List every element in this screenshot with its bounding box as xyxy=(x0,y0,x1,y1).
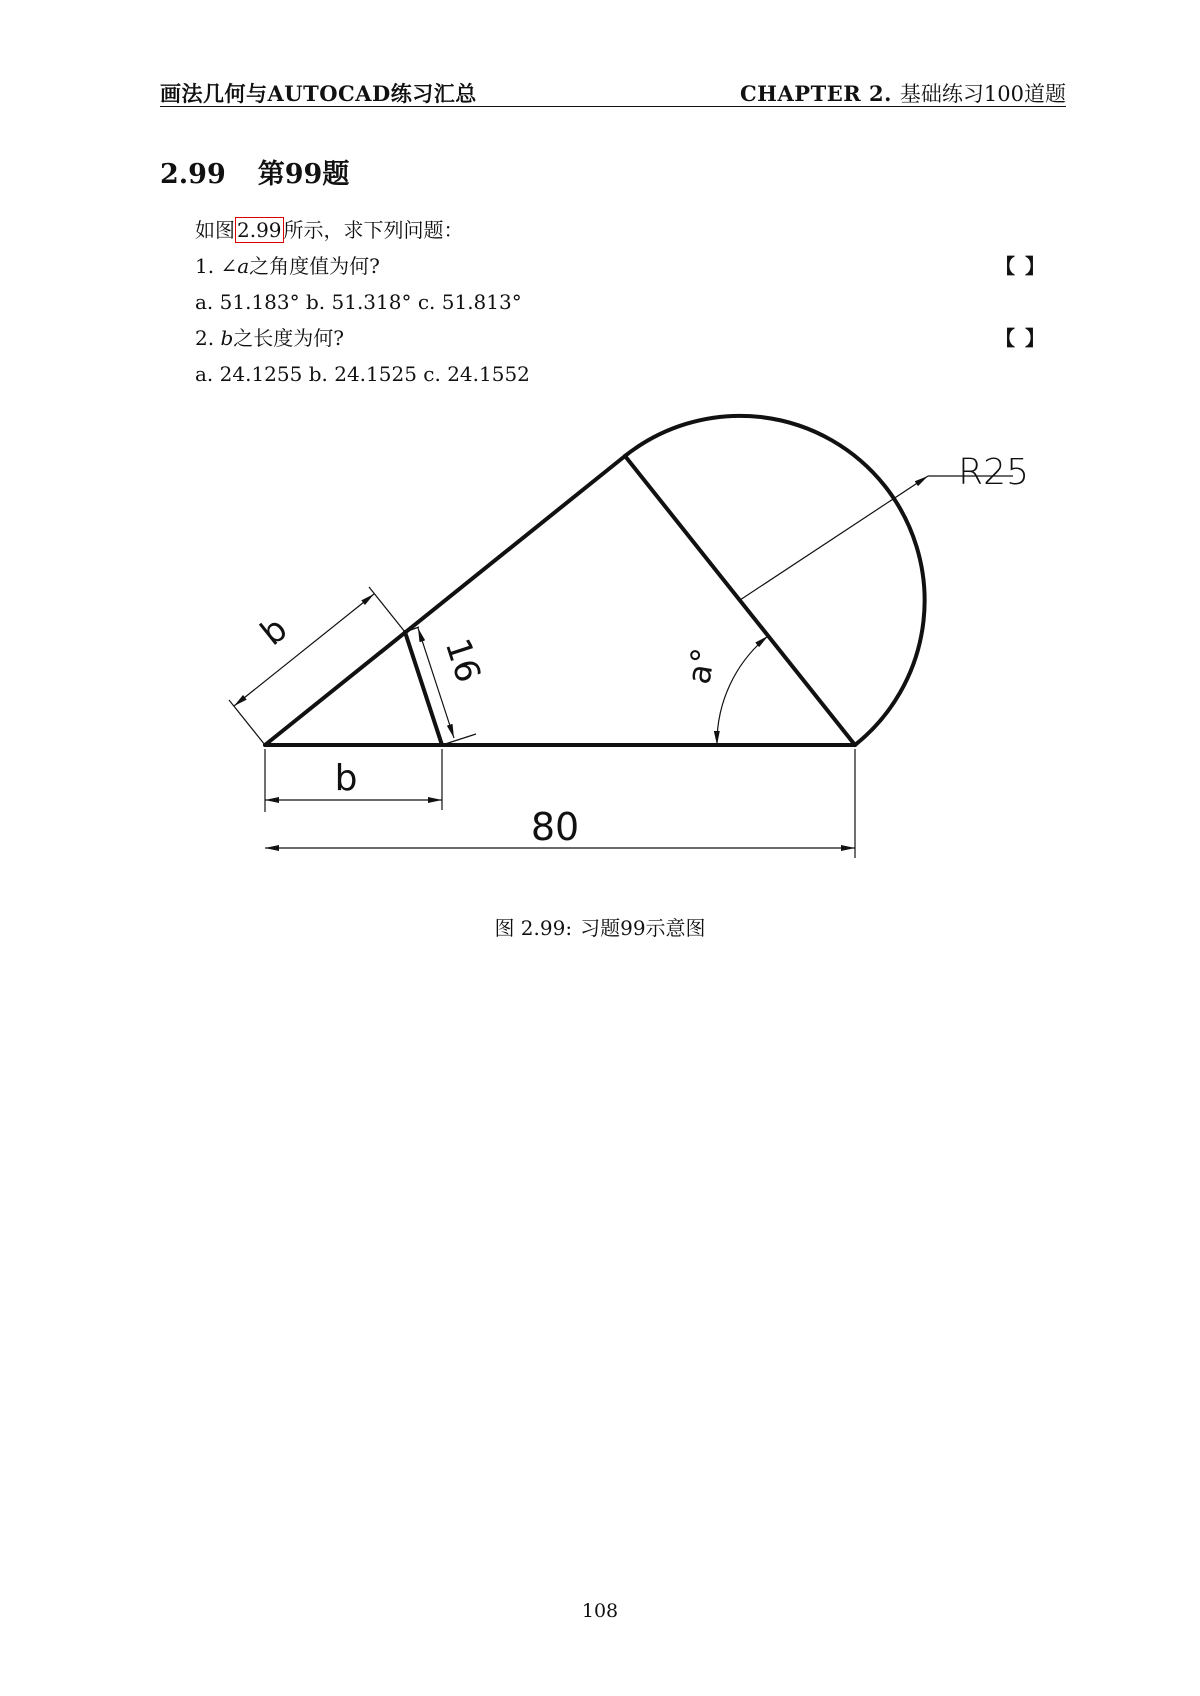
section-number: 2.99 xyxy=(160,159,226,190)
question-2-options: a. 24.1255 b. 24.1525 c. 24.1552 xyxy=(195,362,530,386)
caption-text: 习题99示意图 xyxy=(580,916,706,940)
question-1 xyxy=(195,248,1065,284)
angle-arc xyxy=(717,636,768,745)
page-header xyxy=(160,76,1066,107)
chord-line xyxy=(625,456,855,745)
intro-line xyxy=(195,212,1065,248)
bottom-b-label: b xyxy=(334,758,358,799)
slant-b-ext-line xyxy=(369,587,405,632)
header-chapter-label: CHAPTER 2. xyxy=(739,81,892,106)
radius-leader-line xyxy=(740,476,928,600)
intro-prefix: 如图 xyxy=(195,218,235,242)
perpendicular-16-line xyxy=(405,632,442,745)
question-angle-symbol: ∠ xyxy=(220,254,238,278)
semicircle-arc xyxy=(625,416,925,745)
slant-b-dim-line xyxy=(234,594,374,706)
section-heading xyxy=(160,152,349,191)
question-number: 1. xyxy=(195,254,215,278)
figure-drawing xyxy=(200,400,1060,880)
question-variable: a xyxy=(237,254,250,278)
question-text: 之长度为何? xyxy=(233,326,344,350)
slant-b-ext-line xyxy=(229,700,265,745)
caption-label: 图 2.99: xyxy=(494,916,573,940)
header-chapter xyxy=(740,78,1066,108)
sixteen-label: 16 xyxy=(436,633,489,688)
geometry-figure xyxy=(200,400,1060,884)
page-number: 108 xyxy=(581,1600,619,1622)
question-variable: b xyxy=(220,326,234,350)
eighty-label: 80 xyxy=(530,805,580,849)
section-title: 第99题 xyxy=(257,159,350,190)
intro-suffix: 所示，求下列问题： xyxy=(283,218,464,242)
question-text: 之角度值为何? xyxy=(249,254,380,278)
header-book-title: 画法几何与AUTOCAD练习汇总 xyxy=(160,81,477,106)
question-1-options: a. 51.183° b. 51.318° c. 51.813° xyxy=(195,290,522,314)
question-2 xyxy=(195,320,1065,356)
figure-caption xyxy=(0,912,1200,941)
question-number: 2. xyxy=(195,326,215,350)
header-chapter-title: 基础练习100道题 xyxy=(899,82,1066,106)
figure-reference-link[interactable]: 2.99 xyxy=(237,218,282,242)
slant-b-label: b xyxy=(253,609,296,654)
answer-bracket: 【】 xyxy=(995,254,1055,278)
answer-bracket: 【】 xyxy=(995,326,1055,350)
angle-label: a° xyxy=(679,645,723,687)
hypotenuse-line xyxy=(265,456,625,745)
problem-text xyxy=(195,212,1065,392)
radius-label: R25 xyxy=(958,452,1029,493)
